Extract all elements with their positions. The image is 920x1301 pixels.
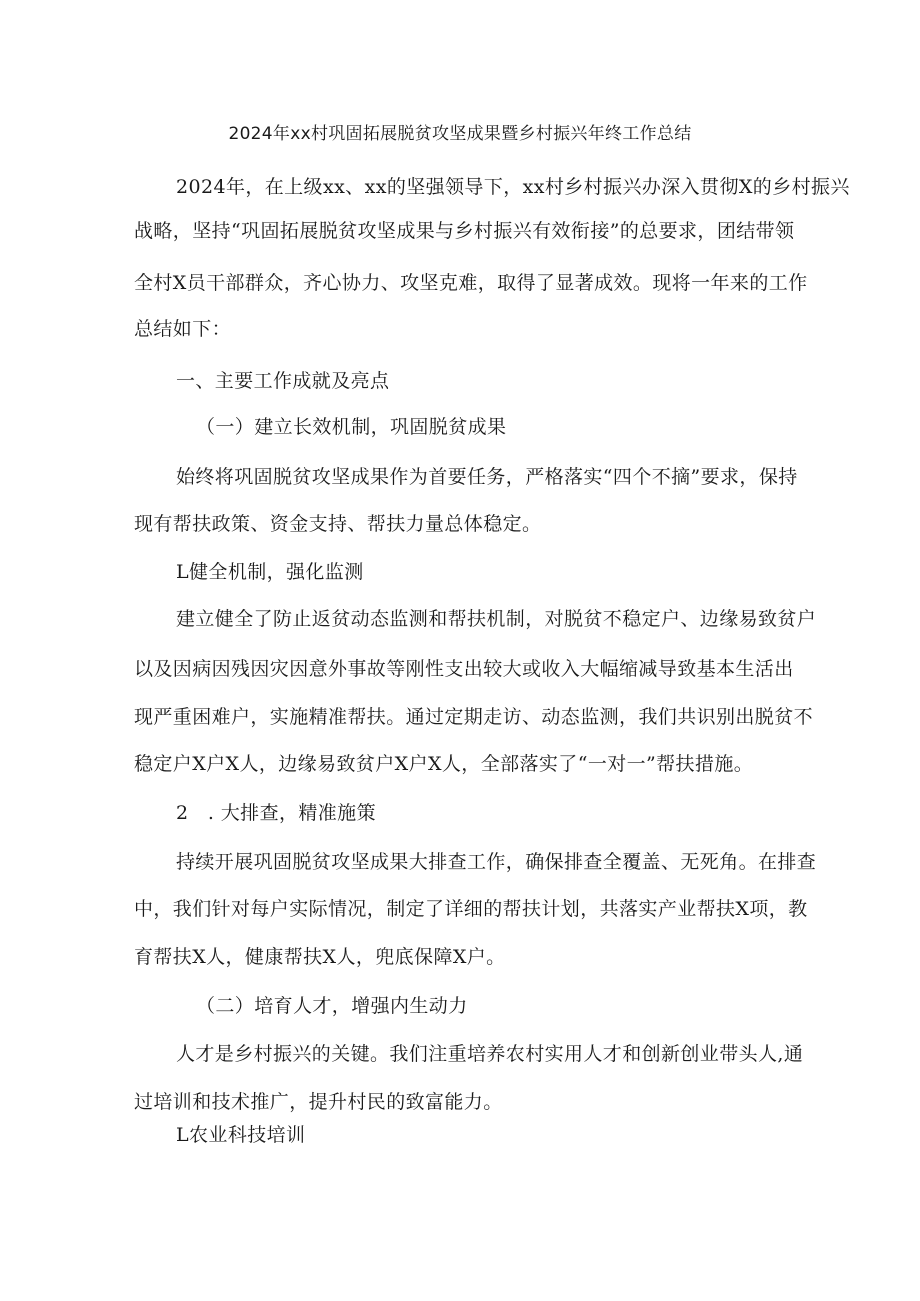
subsection-1-heading: （一）建立长效机制，巩固脱贫成果 [196, 416, 507, 438]
item-1-heading: L健全机制，强化监测 [176, 561, 364, 583]
intro-line-3: 全村X员干部群众，齐心协力、攻坚克难，取得了显著成效。现将一年来的工作 [134, 272, 808, 294]
item-2-line-2: 中，我们针对每户实际情况，制定了详细的帮扶计划，共落实产业帮扶X项，教 [134, 898, 808, 920]
section-1-heading: 一、主要工作成就及亮点 [176, 370, 390, 392]
subsection-2-heading: （二）培育人才，增强内生动力 [196, 995, 468, 1017]
item-2-line-1: 持续开展巩固脱贫攻坚成果大排查工作，确保排查全覆盖、无死角。在排查 [176, 851, 817, 873]
item-2-line-3: 育帮扶X人，健康帮扶X人，兜底保障X户。 [134, 946, 506, 968]
intro-line-4: 总结如下： [134, 318, 232, 340]
intro-line-2: 战略，坚持“巩固拓展脱贫攻坚成果与乡村振兴有效衔接”的总要求，团结带领 [134, 220, 795, 242]
document-title: 2024年xx村巩固拓展脱贫攻坚成果暨乡村振兴年终工作总结 [228, 124, 692, 144]
subsection-2-line-2: 过培训和技术推广，提升村民的致富能力。 [134, 1091, 503, 1113]
item-1-line-1: 建立健全了防止返贫动态监测和帮扶机制，对脱贫不稳定户、边缘易致贫户 [176, 608, 817, 630]
item-1-line-3: 现严重困难户，实施精准帮扶。通过定期走访、动态监测，我们共识别出脱贫不 [134, 706, 814, 728]
item-1-line-4: 稳定户X户X人，边缘易致贫户X户X人，全部落实了“一对一”帮扶措施。 [134, 753, 754, 775]
intro-line-1: 2024年，在上级xx、xx的坚强领导下，xx村乡村振兴办深入贯彻X的乡村振兴 [176, 176, 850, 198]
subsection-1-line-2: 现有帮扶政策、资金支持、帮扶力量总体稳定。 [134, 513, 542, 535]
item-3-heading: L农业科技培训 [176, 1124, 306, 1146]
item-2-heading: 2 . 大排查，精准施策 [176, 802, 376, 824]
subsection-2-line-1: 人才是乡村振兴的关键。我们注重培养农村实用人才和创新创业带头人,通 [176, 1043, 804, 1065]
item-1-line-2: 以及因病因残因灾因意外事故等刚性支出较大或收入大幅缩减导致基本生活出 [134, 658, 794, 680]
subsection-1-line-1: 始终将巩固脱贫攻坚成果作为首要任务，严格落实“四个不摘”要求，保持 [176, 466, 798, 488]
